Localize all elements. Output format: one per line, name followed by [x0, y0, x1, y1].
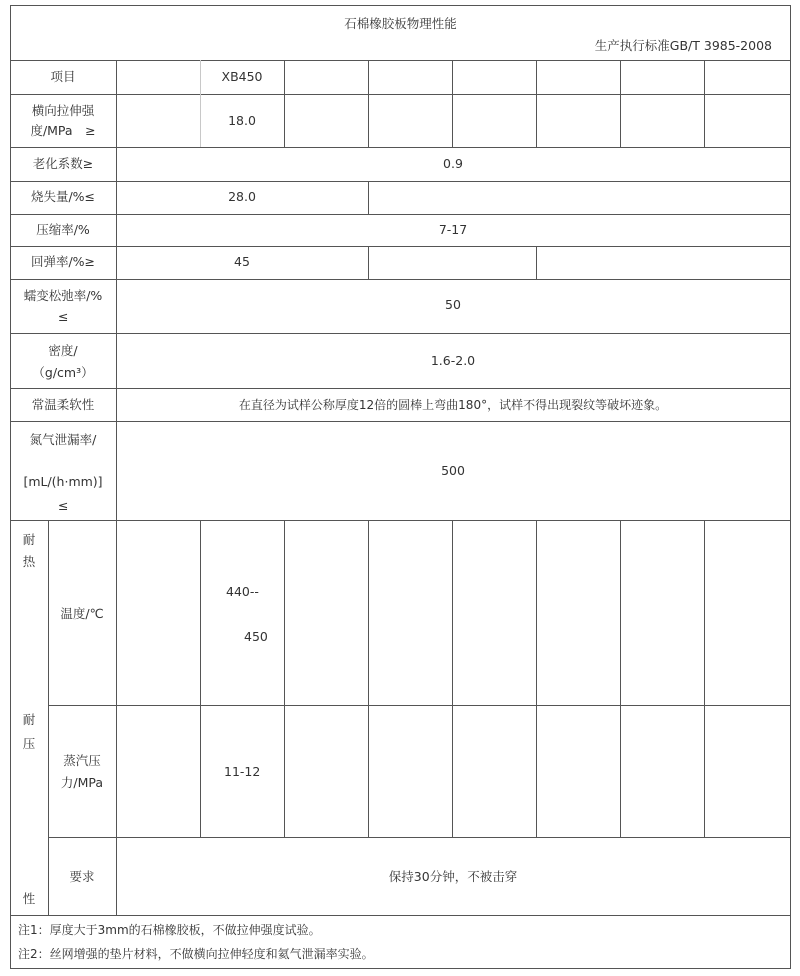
- col-line: [452, 60, 453, 94]
- aging-value: 0.9: [443, 156, 463, 171]
- nitrogen-leak-value: 500: [441, 463, 465, 478]
- table-border-top: [10, 5, 791, 6]
- col-line: [116, 520, 117, 915]
- table-border-bottom: [10, 968, 791, 969]
- col-line: [284, 94, 285, 147]
- density-label-line2: （g/cm³）: [32, 365, 94, 380]
- col-line: [284, 60, 285, 94]
- note-1: 注1：厚度大于3mm的石棉橡胶板，不做拉伸强度试验。: [18, 923, 321, 937]
- col-line: [452, 520, 453, 837]
- row-line: [10, 181, 791, 182]
- table-title: 石棉橡胶板物理性能: [344, 16, 457, 31]
- col-line: [536, 60, 537, 94]
- density-label-line1: 密度/: [48, 343, 78, 358]
- row-line: [10, 214, 791, 215]
- creep-label-line1: 蠕变松弛率/%: [23, 288, 103, 303]
- tensile-label-line1: 横向拉伸强: [31, 103, 95, 118]
- header-grade: XB450: [221, 69, 263, 84]
- col-line: [620, 94, 621, 147]
- resilience-label: 回弹率/%≥: [30, 254, 96, 269]
- requirement-label: 要求: [69, 869, 95, 884]
- row-line: [48, 837, 791, 838]
- nitrogen-leak-label-line2: [mL/(h·mm)]: [23, 474, 103, 489]
- col-line: [536, 520, 537, 837]
- header-item-label: 项目: [50, 69, 76, 84]
- table-border-right: [790, 5, 791, 969]
- col-line: [284, 520, 285, 837]
- row-line: [10, 60, 791, 61]
- steam-label-line1: 蒸汽压: [63, 753, 101, 768]
- nitrogen-leak-label-line3: ≤: [58, 498, 69, 513]
- col-line: [536, 94, 537, 147]
- requirement-value: 保持30分钟，不被击穿: [388, 869, 518, 884]
- row-line: [10, 333, 791, 334]
- standard-label: 生产执行标准GB/T 3985-2008: [594, 38, 772, 53]
- row-line: [10, 94, 791, 95]
- row-line: [10, 915, 791, 916]
- compression-label: 压缩率/%: [36, 222, 90, 237]
- row-line: [10, 388, 791, 389]
- col-line: [368, 520, 369, 837]
- col-line: [368, 246, 369, 279]
- col-line: [620, 520, 621, 837]
- col-line: [620, 60, 621, 94]
- density-value: 1.6-2.0: [430, 353, 476, 368]
- col-line: [200, 520, 201, 837]
- row-line: [10, 421, 791, 422]
- row-line: [48, 705, 791, 706]
- col-line: [536, 246, 537, 279]
- side-char: 压: [22, 736, 36, 751]
- row-line: [10, 147, 791, 148]
- col-line: [704, 520, 705, 837]
- note-2: 注2：丝网增强的垫片材料，不做横向拉伸轻度和氦气泄漏率实验。: [18, 947, 374, 961]
- row-line: [10, 279, 791, 280]
- resilience-value: 45: [234, 254, 250, 269]
- creep-label-line2: ≤: [58, 309, 69, 324]
- steam-value: 11-12: [224, 764, 261, 779]
- flexibility-label: 常温柔软性: [31, 397, 95, 412]
- nitrogen-leak-label-line1: 氮气泄漏率/: [29, 432, 97, 447]
- col-line: [116, 60, 117, 520]
- tensile-value: 18.0: [228, 113, 256, 128]
- temperature-label: 温度/℃: [60, 606, 104, 621]
- temperature-value-line1: 440--: [226, 584, 259, 599]
- ignition-loss-value: 28.0: [228, 189, 256, 204]
- row-line: [10, 520, 791, 521]
- col-line: [368, 181, 369, 214]
- creep-value: 50: [445, 297, 461, 312]
- flexibility-value: 在直径为试样公称厚度12倍的圆棒上弯曲180°，试样不得出现裂纹等破坏迹象。: [238, 398, 668, 412]
- col-line: [368, 94, 369, 147]
- tensile-label-line2: 度/MPa ≥: [30, 123, 96, 138]
- side-char: 耐: [22, 712, 36, 727]
- col-line: [48, 520, 49, 915]
- col-line: [368, 60, 369, 94]
- col-line: [452, 94, 453, 147]
- steam-label-line2: 力/MPa: [60, 775, 104, 790]
- col-line: [704, 60, 705, 94]
- compression-value: 7-17: [438, 222, 468, 237]
- row-line: [10, 246, 791, 247]
- col-line: [704, 94, 705, 147]
- side-char: 热: [22, 554, 36, 569]
- side-char: 耐: [22, 532, 36, 547]
- side-char: 性: [22, 891, 36, 906]
- aging-label: 老化系数≥: [32, 156, 94, 171]
- temperature-value-line2: 450: [244, 629, 268, 644]
- ignition-loss-label: 烧失量/%≤: [30, 189, 96, 204]
